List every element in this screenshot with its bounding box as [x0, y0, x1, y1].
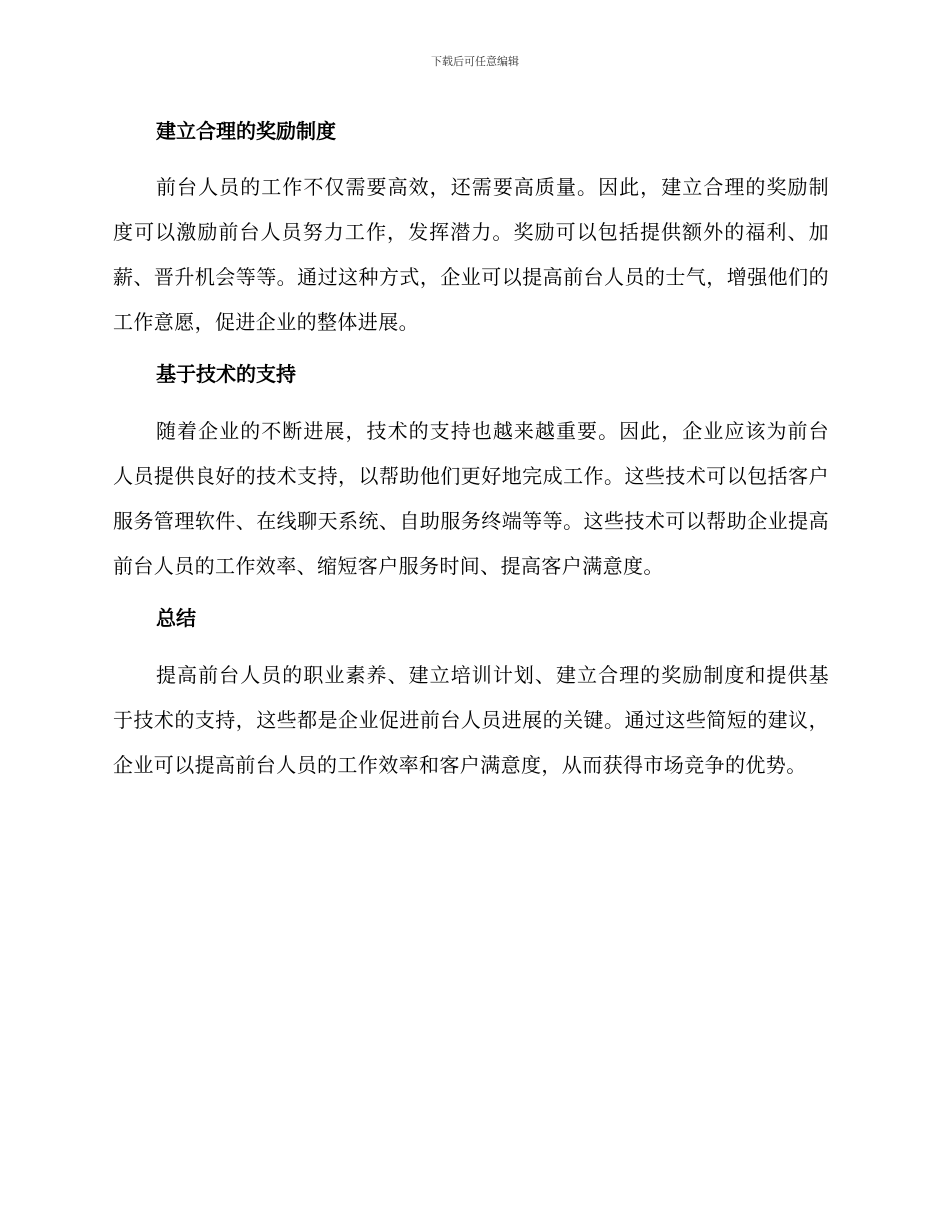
page-header-note: 下载后可任意编辑 [431, 55, 519, 68]
document-body [113, 112, 829, 788]
section-heading-summary: 总结 [156, 606, 196, 630]
section-paragraph-tech-support: 随着企业的不断进展，技术的支持也越来越重要。因此，企业应该为前台人员提供良好的技术支持，以帮助他们更好地完成工作。这些技术可以包括客户服务管理软件、在线聊天系统、自助服务终端等等。这些技术可以帮助企业提高前台人员的工作效率、缩短客户服务时间、提高客户满意度。 [113, 419, 829, 578]
section-heading-rewards: 建立合理的奖励制度 [156, 119, 336, 143]
section-heading-tech-support: 基于技术的支持 [156, 362, 296, 386]
section-paragraph-summary: 提高前台人员的职业素养、建立培训计划、建立合理的奖励制度和提供基于技术的支持，这些都是企业促进前台人员进展的关键。通过这些简短的建议，企业可以提高前台人员的工作效率和客户满意度，从而获得市场竞争的优势。 [113, 663, 829, 777]
section-paragraph-rewards: 前台人员的工作不仅需要高效，还需要高质量。因此，建立合理的奖励制度可以激励前台人员努力工作，发挥潜力。奖励可以包括提供额外的福利、加薪、晋升机会等等。通过这种方式，企业可以提高前台人员的士气，增强他们的工作意愿，促进企业的整体进展。 [113, 175, 829, 334]
